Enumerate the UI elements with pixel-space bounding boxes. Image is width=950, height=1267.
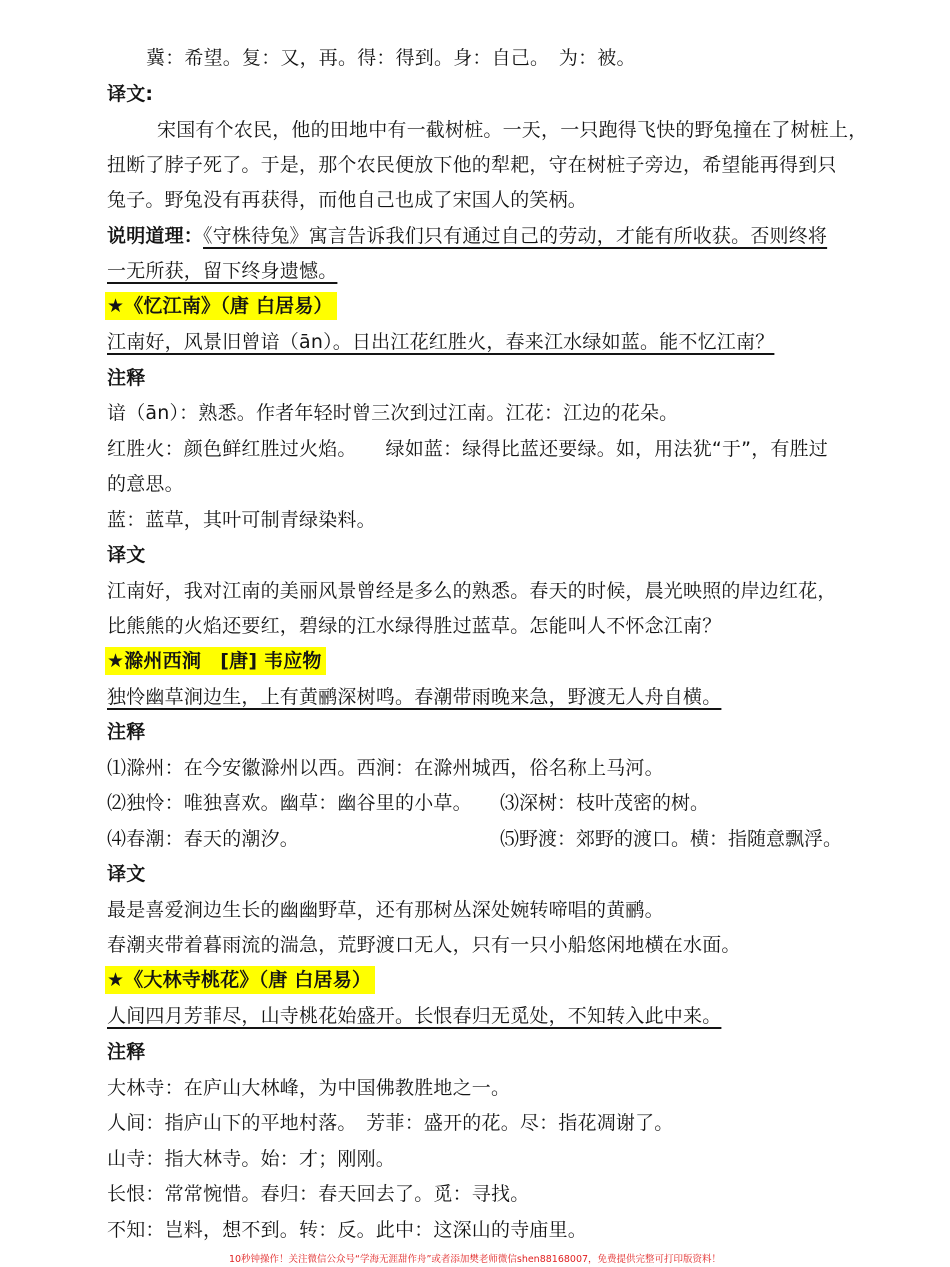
promo-footer: 10秒钟操作！关注微信公众号“学海无涯甜作舟”或者添加樊老师微信shen88168007，免费提供完整可打印版资料！ bbox=[228, 1254, 722, 1265]
translation-line: 扭断了脖子死了。于是，那个农民便放下他的犁耙，守在树桩子旁边，希望能再得到只 bbox=[107, 154, 837, 176]
poem-text-chuzhouxijian: 独怜幽草涧边生，上有黄鹂深树鸣。春潮带雨晚来急，野渡无人舟自横。 bbox=[107, 686, 722, 708]
title-highlight: ★《忆江南》（唐 白居易） bbox=[105, 292, 337, 320]
translation-line: 江南好，我对江南的美丽风景曾经是多么的熟悉。春天的时候，晨光映照的岸边红花， bbox=[107, 580, 837, 602]
moral-label: 说明道理： bbox=[107, 225, 204, 247]
note-line: ⑸野渡：郊野的渡口。横：指随意飘浮。 bbox=[500, 828, 843, 850]
notes-heading: 注释 bbox=[107, 1041, 146, 1063]
translation-heading: 译文 bbox=[107, 863, 146, 885]
poem-title-dalinsi bbox=[107, 967, 375, 993]
translation-heading: 译文 bbox=[107, 544, 146, 566]
translation-line: 最是喜爱涧边生长的幽幽野草，还有那树丛深处婉转啼唱的黄鹂。 bbox=[107, 899, 664, 921]
title-highlight: ★《大林寺桃花》（唐 白居易） bbox=[105, 966, 375, 994]
poem-text-dalinsi: 人间四月芳菲尽，山寺桃花始盛开。长恨春归无觅处，不知转入此中来。 bbox=[107, 1005, 722, 1027]
note-line: 红胜火：颜色鲜红胜过火焰。 绿如蓝：绿得比蓝还要绿。如，用法犹“于”，有胜过 bbox=[107, 438, 828, 460]
note-line: 谙（ān）：熟悉。作者年轻时曾三次到过江南。江花：江边的花朵。 bbox=[107, 402, 679, 424]
note-line: 长恨：常常惋惜。春归：春天回去了。觅：寻找。 bbox=[107, 1183, 530, 1205]
note-line: ⑷春潮：春天的潮汐。 bbox=[107, 828, 300, 850]
moral-text: 《守株待兔》寓言告诉我们只有通过自己的劳动，才能有所收获。否则终将 bbox=[203, 225, 828, 247]
notes-heading: 注释 bbox=[107, 367, 146, 389]
note-line: 人间：指庐山下的平地村落。 芳菲：盛开的花。尽：指花凋谢了。 bbox=[107, 1112, 674, 1134]
note-line: ⑴滁州：在今安徽滁州以西。西涧：在滁州城西，俗名称上马河。 bbox=[107, 757, 664, 779]
translation-line: 兔子。野兔没有再获得，而他自己也成了宋国人的笑柄。 bbox=[107, 189, 588, 211]
moral-text-continued: 一无所获，留下终身遗憾。 bbox=[107, 260, 338, 282]
poem-text-yijiangnan: 江南好，风景旧曾谙（ān）。日出江花红胜火，春来江水绿如蓝。能不忆江南？ bbox=[107, 331, 775, 353]
note-line: 的意思。 bbox=[107, 473, 184, 495]
note-line: 蓝：蓝草，其叶可制青绿染料。 bbox=[107, 509, 376, 531]
translation-line: 春潮夹带着暮雨流的湍急，荒野渡口无人，只有一只小船悠闲地横在水面。 bbox=[107, 934, 741, 956]
note-line: 大林寺：在庐山大林峰，为中国佛教胜地之一。 bbox=[107, 1077, 511, 1099]
poem-title-chuzhouxijian bbox=[107, 648, 326, 674]
note-line: 山寺：指大林寺。始：才；刚刚。 bbox=[107, 1148, 396, 1170]
poem-title-yijiangnan bbox=[107, 293, 337, 319]
note-line: ⑶深树：枝叶茂密的树。 bbox=[500, 792, 710, 814]
title-highlight: ★滁州西涧 [唐] 韦应物 bbox=[105, 647, 326, 675]
translation-heading-1: 译文: bbox=[107, 83, 154, 105]
note-line: ⑵独怜：唯独喜欢。幽草：幽谷里的小草。 bbox=[107, 792, 472, 814]
translation-line: 宋国有个农民，他的田地中有一截树桩。一天，一只跑得飞快的野兔撞在了树桩上， bbox=[157, 119, 868, 141]
note-line: 不知：岂料，想不到。转：反。此中：这深山的寺庙里。 bbox=[107, 1219, 588, 1241]
moral-line bbox=[107, 223, 827, 249]
notes-top-line: 冀：希望。复：又，再。得：得到。身：自己。 为：被。 bbox=[146, 47, 636, 69]
translation-line: 比熊熊的火焰还要红，碧绿的江水绿得胜过蓝草。怎能叫人不怀念江南？ bbox=[107, 615, 722, 637]
notes-heading: 注释 bbox=[107, 721, 146, 743]
